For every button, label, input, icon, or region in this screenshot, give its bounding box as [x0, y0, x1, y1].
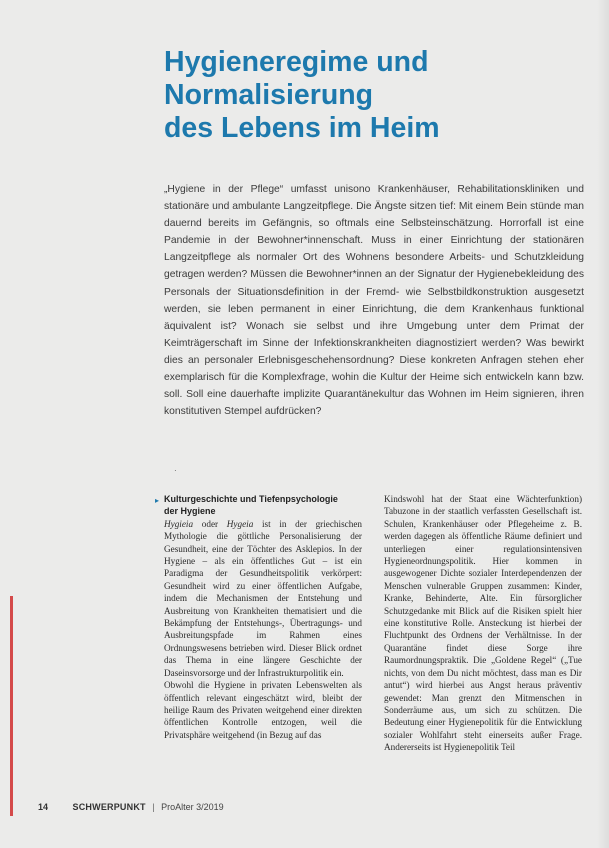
- section-heading-line-2: der Hygiene: [164, 506, 216, 517]
- body-paragraph-3: Kindswohl hat der Staat eine Wächterfunktion) Tabuzone in der staatlich verfassten Gesellschaft ist. Schulen, Krankenhäuser oder Pflegeheime z. B. werden dagegen als öffentliche Räume definiert und unterliegen einer regulationsintensiven Hygieneordnungspolitik. Hier kommen in ausgewogener Dichte sozialer Interdependenzen der Menschen vulnerable Gruppen zusammen: Kinder, Kranke, Behinderte, Alte. Ein fürsorglicher Schutzgedanke mit Blick auf die Risiken spielt hier eine konstitutive Rolle. Ansteckung ist hierbei der Fluchtpunkt des Ordnens der Verhältnisse. In der Quarantäne findet diese Sorge ihre Raumordnungspraktik. Die „Goldene Regel“ („Tue nichts, von dem Du nicht möchtest, dass man es Dir antut“) wird hierbei aus Angst heraus präventiv gewendet: Man grenzt den Mitmenschen in Sonderräume aus, um sich zu schützen. Die Bedeutung einer Hygienepolitik für die Entwicklung sozialer Wohlfahrt steht einerseits außer Frage. Andererseits ist Hygienepolitik Teil: [384, 494, 582, 753]
- title-line-2: Normalisierung: [164, 79, 374, 111]
- title-line-1: Hygieneregime und: [164, 46, 429, 78]
- journal-issue: ProAlter 3/2019: [161, 802, 224, 812]
- section-heading-line-1: Kulturgeschichte und Tiefenpsychologie: [164, 494, 338, 504]
- body-paragraph-2: Obwohl die Hygiene in privaten Lebenswelten als öffentlich relevant eingeschätzt wird, bleibt der heilige Raum des Privaten weitgehend einer direkten öffentlichen Kontrolle entzogen, weil die Privatsphäre weitgehend (in Bezug auf das: [164, 680, 362, 740]
- margin-accent-line: [10, 596, 13, 816]
- term-hygieia: Hygieia: [164, 518, 194, 529]
- right-column: [384, 493, 582, 754]
- page-fold-shadow: [597, 0, 609, 848]
- stray-mark: ·: [174, 466, 177, 475]
- body-paragraph-1-text: ist in der griechischen Mythologie die göttliche Personalisierung der Gesundheit, eine der Töchter des Asklepios. In der Hygiene – als ein öffentliches Gut – ist ein Paradigma der Gesundheitspolitik verkörpert: Gesundheit wird zu einer öffentlichen Aufgabe, indem die Mechanismen der Entstehung und Ausbreitung von Krankheiten thematisiert und die Bekämpfung der Entstehungs-, Übertragungs- und Ausbreitungspfade im Rahmen eines Ordnungswesens betrieben wird. Dieser Blick ordnet das Thema in eine längere Geschichte der Daseinsvorsorge und der Infrastrukturpolitik ein.: [164, 518, 362, 678]
- term-hygeia: Hygeia: [226, 518, 254, 529]
- article-title: [164, 46, 584, 145]
- title-line-3: des Lebens im Heim: [164, 112, 440, 144]
- article-intro: „Hygiene in der Pflege“ umfasst unisono Krankenhäuser, Rehabilitationskliniken und stationäre und ambulante Langzeitpflege. Die Ängste sitzen tief: Mit einem Bein stünde man dauernd bereits im Gefängnis, so oftmals eine Selbsteinschätzung. Horrorfall ist eine Pandemie in der Bewohner*innenschaft. Muss in einer Einrichtung der stationären Langzeitpflege als normaler Ort des Wohnens besondere Arbeits- und Schutzkleidung getragen werden? Müssen die Bewohner*innen an der Signatur der Hygienebekleidung des Personals der Situationsdefinition in der Fremd- wie Selbstbildkonstruktion ausgesetzt werden, sie leben permanent in einer Einrichtung, die dem Krankenhaus funktional äquivalent ist? Wonach sie selbst und ihre Umgebung unter dem Primat der Keimträgerschaft im Sinne der Infektionskrankheiten diagnostiziert werden? Was bewirkt dies an personaler Erlebnisgeschehensordnung? Diese konkreten Anfragen stehen eher exemplarisch für die Komplexfrage, wohin die Kultur der Heime sich entwickeln kann bzw. soll. Soll eine dauerhafte implizite Quarantänekultur das Wohnen im Heim signieren, ihren konstitutiven Stempel aufdrücken?: [164, 184, 584, 418]
- left-column: [155, 493, 362, 741]
- section-heading: [155, 493, 362, 518]
- page-number: 14: [38, 802, 49, 812]
- page-footer: [38, 802, 578, 816]
- body-paragraph-1: Hygieia oder Hygeia ist in der griechischen Mythologie die göttliche Personalisierung der Gesundheit, eine der Töchter des Asklepios. In der Hygiene – als ein öffentliches Gut – ist ein Paradigma der Gesundheitspolitik verkörpert: Gesundheit wird zu einer öffentlichen Aufgabe, indem die Mechanismen der Entstehung und Ausbreitung von Krankheiten thematisiert und die Bekämpfung der Entstehungs-, Übertragungs- und Ausbreitungspfade im Rahmen eines Ordnungswesens betrieben wird. Dieser Blick ordnet das Thema in eine längere Geschichte der Daseinsvorsorge und der Infrastrukturpolitik ein.: [164, 518, 362, 678]
- footer-separator: |: [152, 802, 155, 812]
- section-label: SCHWERPUNKT: [72, 802, 146, 812]
- heading-marker-icon: ▸: [155, 496, 160, 505]
